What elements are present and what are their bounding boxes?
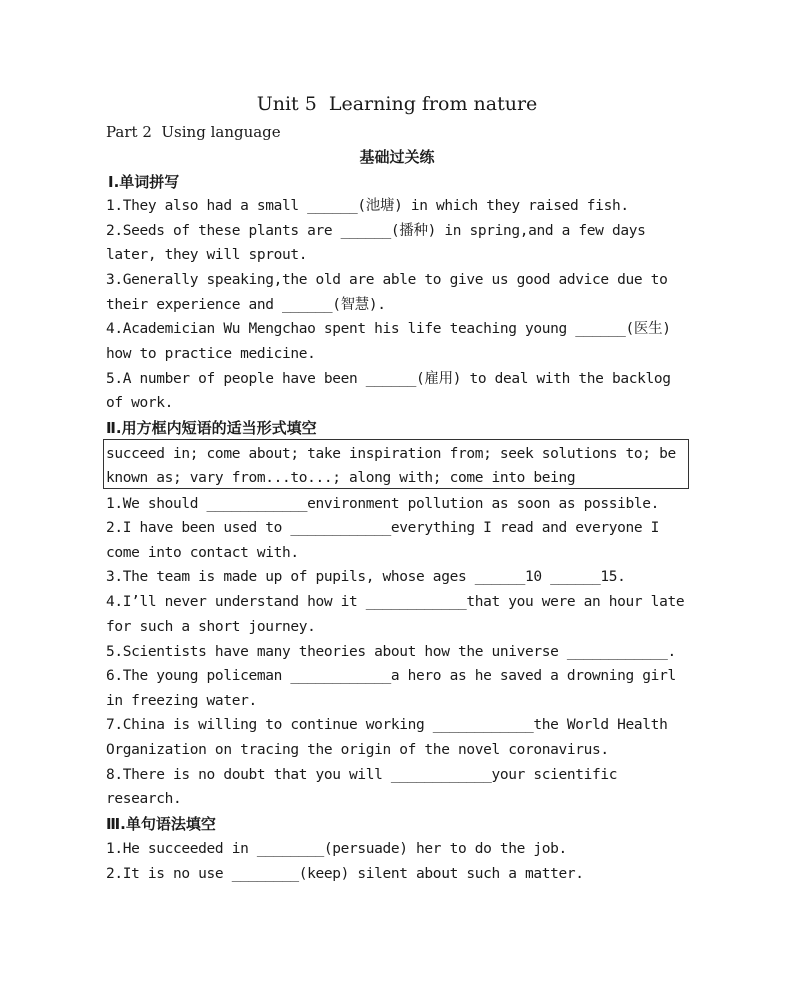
s2-line: for such a short journey.: [106, 619, 316, 635]
section-1-heading: Ⅰ.单词拼写: [108, 173, 180, 191]
s2-line: Organization on tracing the origin of the novel coronavirus.: [106, 742, 609, 758]
box-line: known as; vary from...to...; along with; come into being: [106, 470, 576, 486]
s1-line: of work.: [106, 395, 174, 411]
s2-line: 7.China is willing to continue working ____________the World Health: [106, 717, 668, 733]
s2-line: 1.We should ____________environment pollution as soon as possible.: [106, 496, 660, 512]
s2-line: 5.Scientists have many theories about how the universe ____________.: [106, 644, 676, 660]
s1-line: 5.A number of people have been ______(雇用) to deal with the backlog: [106, 371, 671, 387]
s2-line: 6.The young policeman ____________a hero as he saved a drowning girl: [106, 668, 676, 684]
exercise-subtitle: 基础过关练: [359, 148, 435, 166]
s1-line: 3.Generally speaking,the old are able to give us good advice due to: [106, 272, 668, 288]
box-line: succeed in; come about; take inspiration from; seek solutions to; be: [106, 446, 676, 462]
document-title: Unit 5 Learning from nature: [256, 93, 538, 115]
part-heading: Part 2 Using language: [106, 123, 281, 141]
s2-line: 8.There is no doubt that you will ____________your scientific: [106, 767, 618, 783]
s2-line: in freezing water.: [106, 693, 257, 709]
s2-line: 2.I have been used to ____________everything I read and everyone I: [106, 520, 660, 536]
section-3-heading: Ⅲ.单句语法填空: [106, 815, 216, 833]
s1-line: 4.Academician Wu Mengchao spent his life teaching young ______(医生): [106, 321, 671, 337]
s1-line: their experience and ______(智慧).: [106, 297, 386, 313]
s2-line: 4.I’ll never understand how it ____________that you were an hour late: [106, 594, 685, 610]
s1-line: 1.They also had a small ______(池塘) in which they raised fish.: [106, 198, 629, 214]
s1-line: 2.Seeds of these plants are ______(播种) in spring,and a few days: [106, 223, 646, 239]
s3-line: 1.He succeeded in ________(persuade) her to do the job.: [106, 841, 567, 857]
s2-line: 3.The team is made up of pupils, whose ages ______10 ______15.: [106, 569, 626, 585]
s1-line: how to practice medicine.: [106, 346, 316, 362]
s3-line: 2.It is no use ________(keep) silent about such a matter.: [106, 866, 584, 882]
s2-line: come into contact with.: [106, 545, 299, 561]
s1-line: later, they will sprout.: [106, 247, 308, 263]
section-2-heading: Ⅱ.用方框内短语的适当形式填空: [106, 419, 317, 437]
s2-line: research.: [106, 791, 182, 807]
